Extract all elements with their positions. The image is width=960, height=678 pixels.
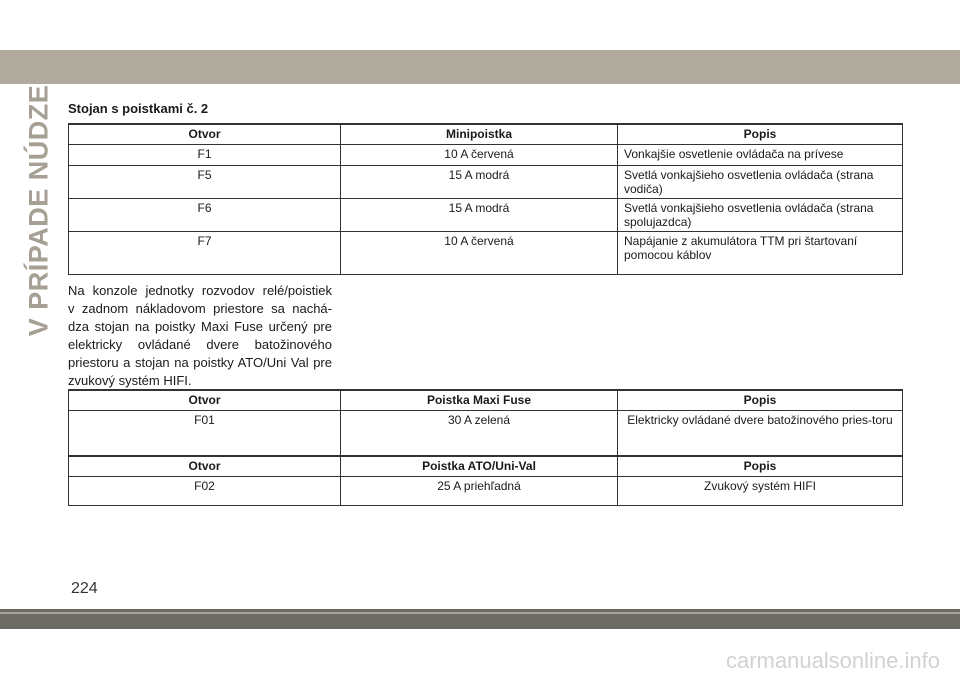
section-title: Stojan s poistkami č. 2 (68, 101, 209, 116)
table-cell: F1 (69, 145, 341, 166)
table-cell: 15 A modrá (341, 199, 618, 232)
table-header-row (69, 124, 903, 145)
table-row (69, 411, 903, 457)
chapter-title-text: V PRÍPADE NÚDZE (23, 84, 54, 336)
header-cell: Otvor (69, 124, 341, 145)
table-cell: F01 (69, 411, 341, 457)
table-cell: F6 (69, 199, 341, 232)
fuse-table-maxifuse (68, 389, 903, 506)
table-cell: 10 A červená (341, 232, 618, 275)
table-cell: 25 A priehľadná (341, 477, 618, 506)
table-cell: Svetlá vonkajšieho osvetlenia ovládača (strana spolujazdca) (618, 199, 903, 232)
table-header-row (69, 390, 903, 411)
table-row (69, 145, 903, 166)
paragraph-line: zvukový systém HIFI. (68, 373, 192, 388)
page-number: 224 (71, 580, 98, 597)
header-cell: Otvor (69, 390, 341, 411)
table-cell: Elektricky ovládané dvere batožinového pries-toru (618, 411, 903, 457)
table-row (69, 166, 903, 199)
paragraph-line: dza stojan na poistky Maxi Fuse určený pre (68, 319, 332, 334)
header-cell: Poistka ATO/Uni-Val (341, 456, 618, 477)
paragraph-line: priestoru a stojan na poistky ATO/Uni Val pre (68, 355, 332, 370)
top-band (0, 50, 960, 84)
header-cell: Popis (618, 390, 903, 411)
bottom-band-stripe (0, 612, 960, 614)
table-cell: Napájanie z akumulátora TTM pri štartovaní pomocou káblov (618, 232, 903, 275)
chapter-side-title (23, 84, 54, 336)
watermark: carmanualsonline.info (725, 648, 940, 673)
table-cell: 30 A zelená (341, 411, 618, 457)
table-cell: 15 A modrá (341, 166, 618, 199)
table-cell: Svetlá vonkajšieho osvetlenia ovládača (strana vodiča) (618, 166, 903, 199)
table-header-row (69, 456, 903, 477)
table-cell: F02 (69, 477, 341, 506)
paragraph-line: v zadnom nákladovom priestore sa nachá- (68, 301, 332, 316)
header-cell: Popis (618, 124, 903, 145)
header-cell: Popis (618, 456, 903, 477)
header-cell: Otvor (69, 456, 341, 477)
table-row (69, 199, 903, 232)
header-cell: Poistka Maxi Fuse (341, 390, 618, 411)
bottom-band (0, 609, 960, 629)
paragraph-line: elektricky ovládané dvere batožinového (68, 337, 332, 352)
table-cell: F7 (69, 232, 341, 275)
table-row (69, 232, 903, 275)
fuse-table-minifuse (68, 123, 903, 275)
table-row (69, 477, 903, 506)
table-cell: Zvukový systém HIFI (618, 477, 903, 506)
paragraph-line: Na konzole jednotky rozvodov relé/poistiek (68, 283, 332, 298)
header-cell: Minipoistka (341, 124, 618, 145)
table-cell: Vonkajšie osvetlenie ovládača na prívese (618, 145, 903, 166)
table-cell: F5 (69, 166, 341, 199)
body-paragraph (68, 282, 332, 390)
table-cell: 10 A červená (341, 145, 618, 166)
